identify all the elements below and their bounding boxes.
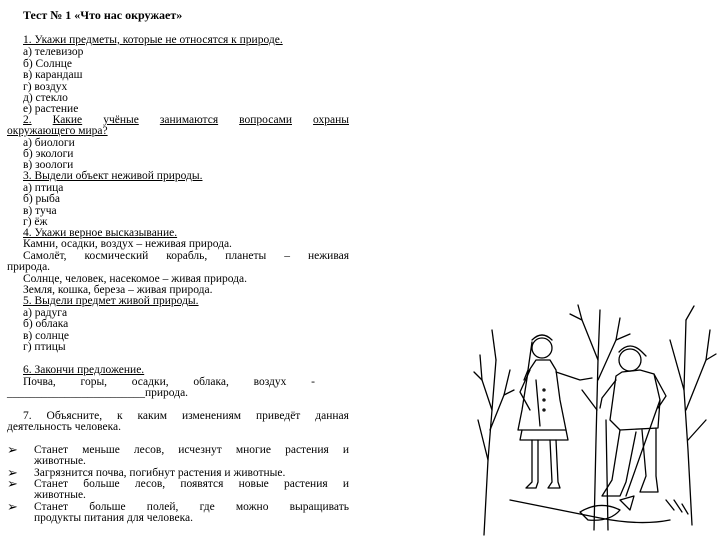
q5-option: а) радуга — [23, 307, 68, 319]
q7-answer: Станет больше лесов, появятся новые растения и — [34, 478, 349, 490]
q7-answer-cont: животные. — [34, 489, 86, 501]
q7-answer: Станет больше полей, где можно выращивать — [34, 501, 349, 513]
q7-answer: Загрязнится почва, погибнут растения и животные. — [34, 467, 286, 479]
q4-statement-cont: природа. — [7, 261, 51, 273]
bullet-arrow-icon: ➢ — [7, 442, 18, 457]
q3-option: б) рыба — [23, 193, 60, 205]
q6-line2: ________________________природа. — [7, 387, 189, 399]
q3-option: в) туча — [23, 205, 57, 217]
q5-option: г) птицы — [23, 341, 66, 353]
q2-question-line1: 2. Какие учёные занимаются вопросами охраны — [23, 114, 349, 126]
q4-statement: Солнце, человек, насекомое – живая природа. — [23, 273, 247, 285]
q1-option: б) Солнце — [23, 58, 72, 70]
bare-tree-right — [670, 306, 716, 525]
q7-answer-cont: продукты питания для человека. — [34, 512, 194, 524]
q1-option: в) карандаш — [23, 69, 83, 81]
q4-statement: Земля, кошка, береза – живая природа. — [23, 284, 213, 296]
q7-answer-cont: животные. — [34, 455, 86, 467]
q2-question-line2: окружающего мира? — [7, 125, 108, 137]
q1-question: 1. Укажи предметы, которые не относятся к природе. — [23, 34, 283, 46]
q6-line1: Почва, горы, осадки, облака, воздух - — [23, 376, 315, 388]
children-planting-trees-illustration — [470, 300, 720, 540]
q1-option: е) растение — [23, 103, 79, 115]
test-title: Тест № 1 «Что нас окружает» — [23, 8, 183, 22]
q3-question: 3. Выдели объект неживой природы. — [23, 170, 203, 182]
q6-question: 6. Закончи предложение. — [23, 364, 145, 376]
q5-question: 5. Выдели предмет живой природы. — [23, 295, 199, 307]
bullet-arrow-icon: ➢ — [7, 465, 18, 480]
q7-answer: Станет меньше лесов, исчезнут многие растения и — [34, 444, 349, 456]
q2-option: в) зоологи — [23, 159, 74, 171]
q1-option: д) стекло — [23, 92, 68, 104]
q3-option: а) птица — [23, 182, 64, 194]
q1-option: г) воздух — [23, 81, 68, 93]
bullet-arrow-icon: ➢ — [7, 499, 18, 514]
girl-figure — [518, 335, 592, 488]
q1-option: а) телевизор — [23, 46, 84, 58]
q3-option: г) ёж — [23, 216, 48, 228]
q2-option: б) экологи — [23, 148, 74, 160]
ground — [510, 500, 688, 523]
q7-question-line1: 7. Объясните, к каким изменениям приведёт данная — [23, 410, 349, 422]
q5-option: в) солнце — [23, 330, 69, 342]
q4-question: 4. Укажи верное высказывание. — [23, 227, 178, 239]
q2-option: а) биологи — [23, 137, 75, 149]
q4-statement: Камни, осадки, воздух – неживая природа. — [23, 238, 232, 250]
bullet-arrow-icon: ➢ — [7, 476, 18, 491]
q7-question-line2: деятельность человека. — [7, 421, 122, 433]
young-tree-center — [570, 305, 630, 530]
q4-statement: Самолёт, космический корабль, планеты – неживая — [23, 250, 349, 262]
q5-option: б) облака — [23, 318, 69, 330]
bare-tree-left — [474, 330, 514, 535]
boy-figure — [600, 346, 666, 510]
